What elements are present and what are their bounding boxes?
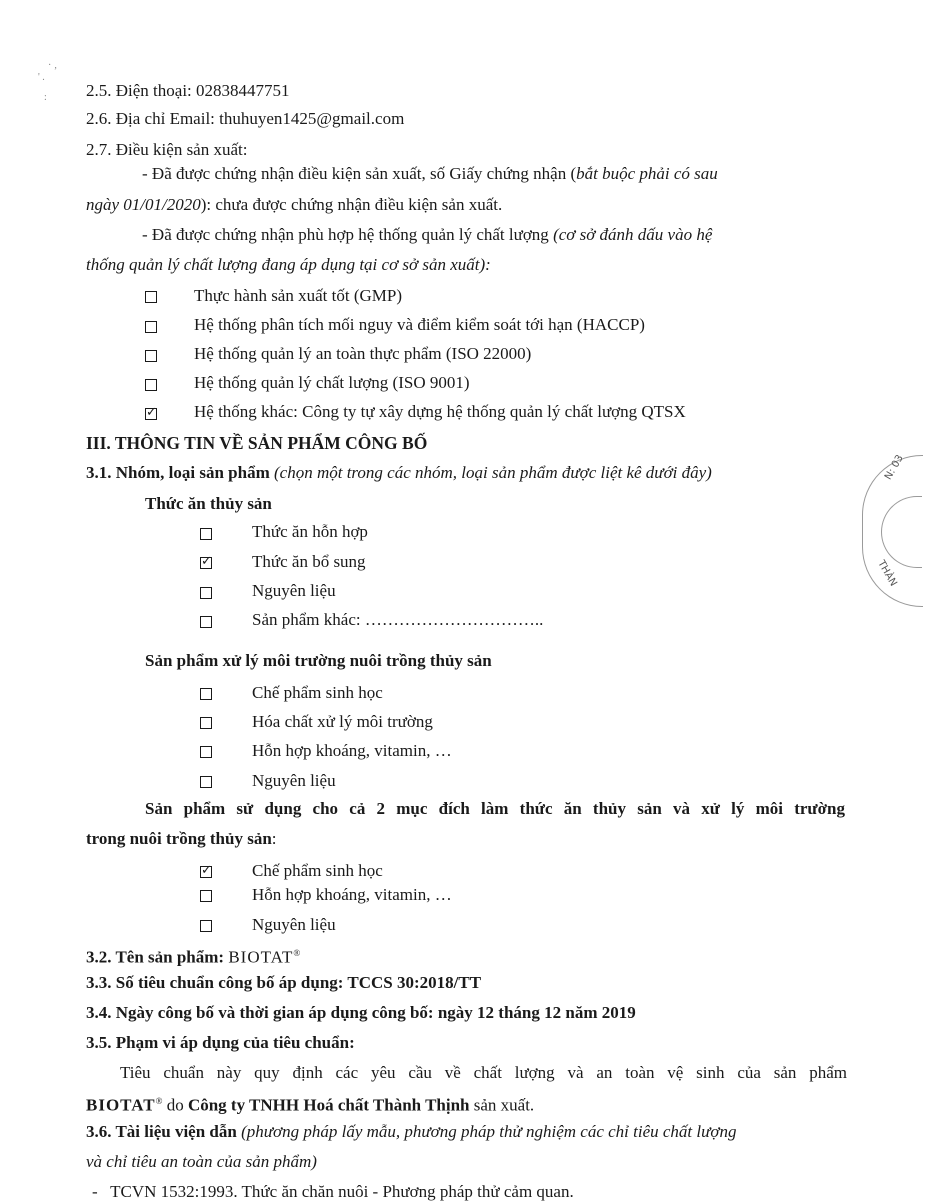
standard-number-line: 3.3. Số tiêu chuẩn công bố áp dụng: TCCS 30:2018/TT <box>86 973 482 992</box>
feed-item: Nguyên liệu <box>252 581 336 600</box>
product-name-line <box>86 942 300 969</box>
section-heading: III. THÔNG TIN VỀ SẢN PHẨM CÔNG BỐ <box>86 433 428 453</box>
scan-speck: : <box>44 92 47 103</box>
group-title-feed: Thức ăn thủy sản <box>145 494 272 513</box>
scope-text-line-2 <box>86 1090 534 1117</box>
environment-item: Hỗn hợp khoáng, vitamin, … <box>252 741 452 760</box>
product-group-line <box>86 462 712 484</box>
checkbox[interactable] <box>145 350 157 362</box>
qms-line-1 <box>142 224 712 246</box>
references-label: 3.6. Tài liệu viện dẫn <box>86 1122 242 1141</box>
quality-system-item: Thực hành sản xuất tốt (GMP) <box>194 286 402 305</box>
qms-note: (cơ sở đánh dấu vào hệ <box>553 225 713 244</box>
reference-item: - TCVN 1532:1993. Thức ăn chăn nuôi - Phương pháp thử cảm quan. <box>92 1182 574 1201</box>
checkbox[interactable] <box>200 890 212 902</box>
scope-end: sản xuất. <box>469 1095 535 1115</box>
certificate-text: - Đã được chứng nhận điều kiện sản xuất, số Giấy chứng nhận ( <box>142 164 577 183</box>
product-name-label: 3.2. Tên sản phẩm: <box>86 947 229 967</box>
scope-product: BIOTAT <box>86 1095 156 1115</box>
checkbox-checked[interactable] <box>145 408 157 420</box>
checkbox[interactable] <box>200 920 212 932</box>
qms-text: - Đã được chứng nhận phù hợp hệ thống quản lý chất lượng <box>142 225 554 244</box>
checkbox-checked[interactable] <box>200 866 212 878</box>
scope-title: 3.5. Phạm vi áp dụng của tiêu chuẩn: <box>86 1033 355 1052</box>
checkbox[interactable] <box>145 321 157 333</box>
qms-line-2: thống quản lý chất lượng đang áp dụng tại cơ sở sản xuất): <box>86 255 491 274</box>
certificate-note: bắt buộc phải có sau <box>576 164 718 183</box>
checkbox[interactable] <box>200 528 212 540</box>
checkbox[interactable] <box>200 776 212 788</box>
group-title-environment: Sản phẩm xử lý môi trường nuôi trồng thủy sản <box>145 651 492 670</box>
quality-system-item: Hệ thống phân tích mối nguy và điểm kiểm soát tới hạn (HACCP) <box>194 315 645 334</box>
dual-use-title-end: trong nuôi trồng thủy sản <box>86 829 272 848</box>
group-title-dual-use: Sản phẩm sử dụng cho cả 2 mục đích làm thức ăn thủy sản và xử lý môi trường <box>145 799 845 818</box>
scan-speck: · ‚ <box>48 60 58 71</box>
dual-use-item: Nguyên liệu <box>252 915 336 934</box>
scope-text-line-1: Tiêu chuẩn này quy định các yêu cầu về chất lượng và an toàn vệ sinh của sản phẩm <box>120 1063 847 1082</box>
dual-use-item: Hỗn hợp khoáng, vitamin, … <box>252 885 452 904</box>
environment-item: Nguyên liệu <box>252 771 336 790</box>
quality-system-item: Hệ thống quản lý an toàn thực phẩm (ISO 22000) <box>194 344 532 363</box>
feed-item: Thức ăn hỗn hợp <box>252 522 368 541</box>
certificate-line-2 <box>86 194 502 216</box>
phone-line: 2.5. Điện thoại: 02838447751 <box>86 81 290 100</box>
dual-use-item: Chế phẩm sinh học <box>252 861 383 880</box>
checkbox[interactable] <box>200 616 212 628</box>
references-line-2: và chỉ tiêu an toàn của sản phẩm) <box>86 1152 317 1171</box>
publication-date-line: 3.4. Ngày công bố và thời gian áp dụng công bố: ngày 12 tháng 12 năm 2019 <box>86 1003 636 1022</box>
environment-item: Hóa chất xử lý môi trường <box>252 712 433 731</box>
seal-stamp <box>862 455 923 607</box>
scope-company: Công ty TNHH Hoá chất Thành Thịnh <box>187 1095 470 1115</box>
dual-use-colon: : <box>271 829 277 848</box>
registered-mark: ® <box>293 948 301 958</box>
references-note: (phương pháp lấy mẫu, phương pháp thử nghiệm các chỉ tiêu chất lượng <box>241 1122 737 1141</box>
checkbox[interactable] <box>200 746 212 758</box>
references-line-1 <box>86 1121 736 1143</box>
product-group-label: 3.1. Nhóm, loại sản phẩm <box>86 463 270 482</box>
product-group-note: (chọn một trong các nhóm, loại sản phẩm được liệt kê dưới đây) <box>273 463 712 482</box>
certificate-status: ): chưa được chứng nhận điều kiện sản xuất. <box>200 195 503 214</box>
scan-speck: ' . <box>38 72 45 83</box>
seal-text-bottom: THÀN <box>875 558 899 589</box>
checkbox[interactable] <box>200 688 212 700</box>
seal-text-top: N: 03 <box>882 453 906 482</box>
seal-inner-ring <box>881 496 922 568</box>
checkbox[interactable] <box>145 291 157 303</box>
feed-item: Sản phẩm khác: ………………………….. <box>252 610 544 629</box>
registered-mark: ® <box>155 1096 163 1106</box>
environment-item: Chế phẩm sinh học <box>252 683 383 702</box>
checkbox[interactable] <box>200 587 212 599</box>
certificate-line-1 <box>142 163 718 185</box>
quality-system-item: Hệ thống khác: Công ty tự xây dựng hệ thống quản lý chất lượng QTSX <box>194 402 686 421</box>
certificate-date: ngày 01/01/2020 <box>86 195 201 214</box>
checkbox[interactable] <box>200 717 212 729</box>
checkbox-checked[interactable] <box>200 557 212 569</box>
group-title-dual-use-cont <box>86 828 277 850</box>
scope-by: do <box>162 1095 188 1115</box>
email-line: 2.6. Địa chỉ Email: thuhuyen1425@gmail.com <box>86 109 405 128</box>
product-name-value: BIOTAT <box>228 947 294 967</box>
checkbox[interactable] <box>145 379 157 391</box>
conditions-title: 2.7. Điều kiện sản xuất: <box>86 140 248 159</box>
feed-item: Thức ăn bổ sung <box>252 552 366 571</box>
quality-system-item: Hệ thống quản lý chất lượng (ISO 9001) <box>194 373 470 392</box>
